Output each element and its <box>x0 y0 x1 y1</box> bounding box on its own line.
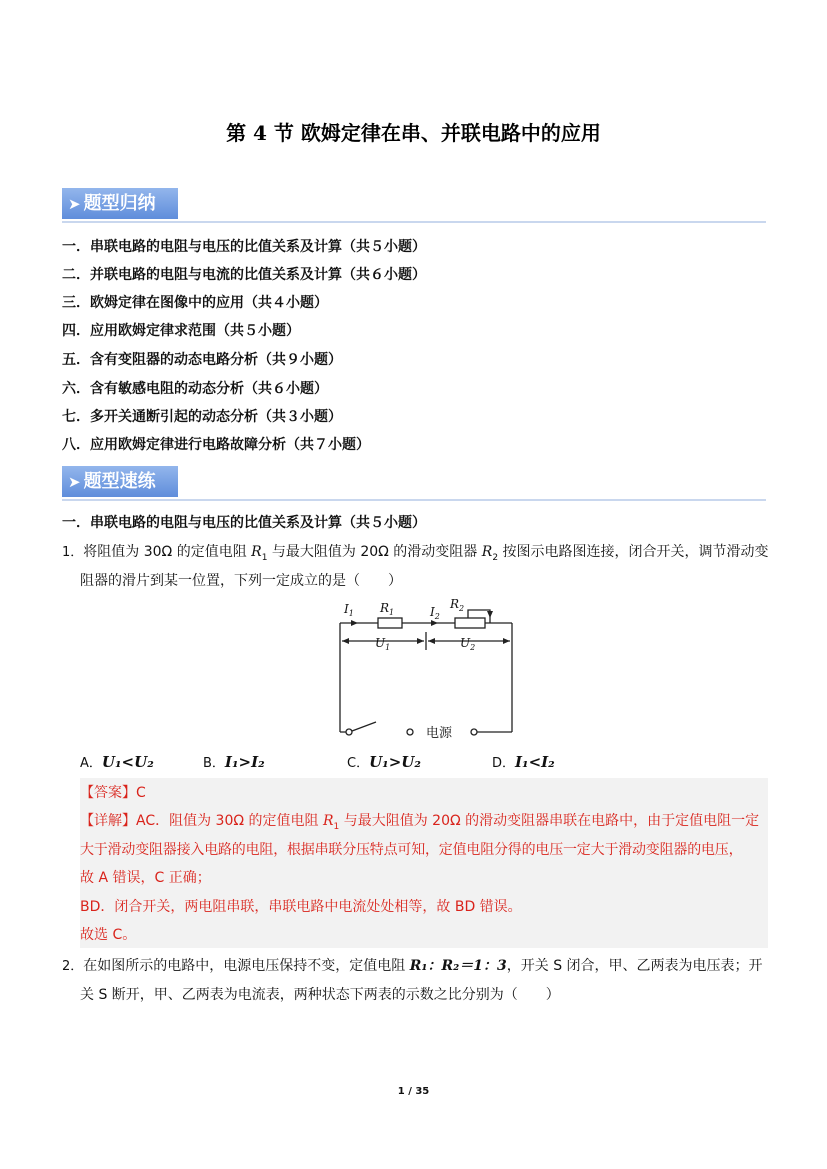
option-a[interactable]: A．U₁<U₂ <box>80 753 154 771</box>
switch-terminal <box>407 729 413 735</box>
arrow-icon <box>503 638 510 644</box>
detail-line-1: 【详解】AC．阻值为 30Ω 的定值电阻 $R_1$ 与最大阻值为 20Ω 的滑动变阻器串联在电路中，由于定值电阻一定 <box>80 813 760 832</box>
question-number: 1． <box>62 545 84 560</box>
toc-item-2: 二．并联电路的电阻与电流的比值关系及计算（共６小题） <box>62 267 426 283</box>
label-r2: $R_2$ <box>450 597 465 613</box>
toc-item-6: 六．含有敏感电阻的动态分析（共６小题） <box>62 381 328 397</box>
page-title: 第 4 节 欧姆定律在串、并联电路中的应用 <box>226 121 601 145</box>
toc-item-7: 七．多开关通断引起的动态分析（共３小题） <box>62 409 342 425</box>
banner-label: 题型归纳 <box>83 193 156 214</box>
toc-item-3: 三．欧姆定律在图像中的应用（共４小题） <box>62 295 328 311</box>
resistor-r1 <box>378 618 402 628</box>
detail-line-4: BD．闭合开关，两电阻串联，串联电路中电流处处相等，故 BD 错误。 <box>80 899 522 915</box>
label-i1: $I_1$ <box>344 602 354 618</box>
detail-line-5: 故选 C。 <box>80 927 137 943</box>
page-number: 1 / 35 <box>397 1086 430 1097</box>
label-r1: $R_1$ <box>380 601 395 617</box>
answer-box <box>80 778 768 948</box>
toc-item-8: 八．应用欧姆定律进行电路故障分析（共７小题） <box>62 437 370 453</box>
question-1-line-1: 1．将阻值为 30Ω 的定值电阻 $R_1$ 与最大阻值为 20Ω 的滑动变阻器 $R_2$ 按图示电路图连接，闭合开关，调节滑动变 <box>62 544 769 563</box>
option-b[interactable]: B．I₁>I₂ <box>203 753 265 771</box>
chevron-right-icon: ➤ <box>68 195 81 213</box>
slider-arrow-icon <box>487 611 493 618</box>
toc-item-1: 一．串联电路的电阻与电压的比值关系及计算（共５小题） <box>62 239 426 255</box>
circuit-diagram <box>330 596 520 742</box>
switch-blade <box>352 722 376 731</box>
option-d[interactable]: D．I₁<I₂ <box>492 753 555 771</box>
source-terminal <box>471 729 477 735</box>
arrow-icon <box>417 638 424 644</box>
switch-terminal <box>346 729 352 735</box>
question-number: 2． <box>62 959 84 974</box>
current-arrow-icon <box>351 620 358 626</box>
label-u2: $U_2$ <box>460 636 476 652</box>
section-banner-summary <box>62 188 766 223</box>
toc-item-4: 四．应用欧姆定律求范围（共５小题） <box>62 323 300 339</box>
chevron-right-icon: ➤ <box>68 473 81 491</box>
question-2-line-2: 关 S 断开，甲、乙两表为电流表，两种状态下两表的示数之比分别为（ ） <box>80 987 560 1003</box>
label-power-source: 电源 <box>426 726 453 741</box>
detail-line-2: 大于滑动变阻器接入电路的电阻，根据串联分压特点可知，定值电阻分得的电压一定大于滑动变阻器的电压， <box>80 842 743 858</box>
question-2-line-1: 2．在如图所示的电路中，电源电压保持不变，定值电阻 R₁：R₂＝1：3，开关 S 闭合，甲、乙两表为电压表；开 <box>62 958 763 974</box>
label-u1: $U_1$ <box>375 636 391 652</box>
arrow-icon <box>428 638 435 644</box>
rheostat-r2 <box>455 618 485 628</box>
label-i2: $I_2$ <box>430 605 440 621</box>
rheostat-slider <box>468 610 490 623</box>
resistor-ratio: R₁：R₂＝1：3 <box>409 958 507 974</box>
option-c[interactable]: C．U₁>U₂ <box>347 753 421 771</box>
detail-line-3: 故 A 错误，C 正确； <box>80 870 211 886</box>
section-heading: 一．串联电路的电阻与电压的比值关系及计算（共５小题） <box>62 515 426 531</box>
section-banner-practice <box>62 466 766 501</box>
banner-label: 题型速练 <box>83 471 156 492</box>
question-1-line-2: 阻器的滑片到某一位置，下列一定成立的是（ ） <box>80 573 402 589</box>
answer-label: 【答案】C <box>80 785 146 801</box>
arrow-icon <box>342 638 349 644</box>
toc-item-5: 五．含有变阻器的动态电路分析（共９小题） <box>62 352 342 368</box>
